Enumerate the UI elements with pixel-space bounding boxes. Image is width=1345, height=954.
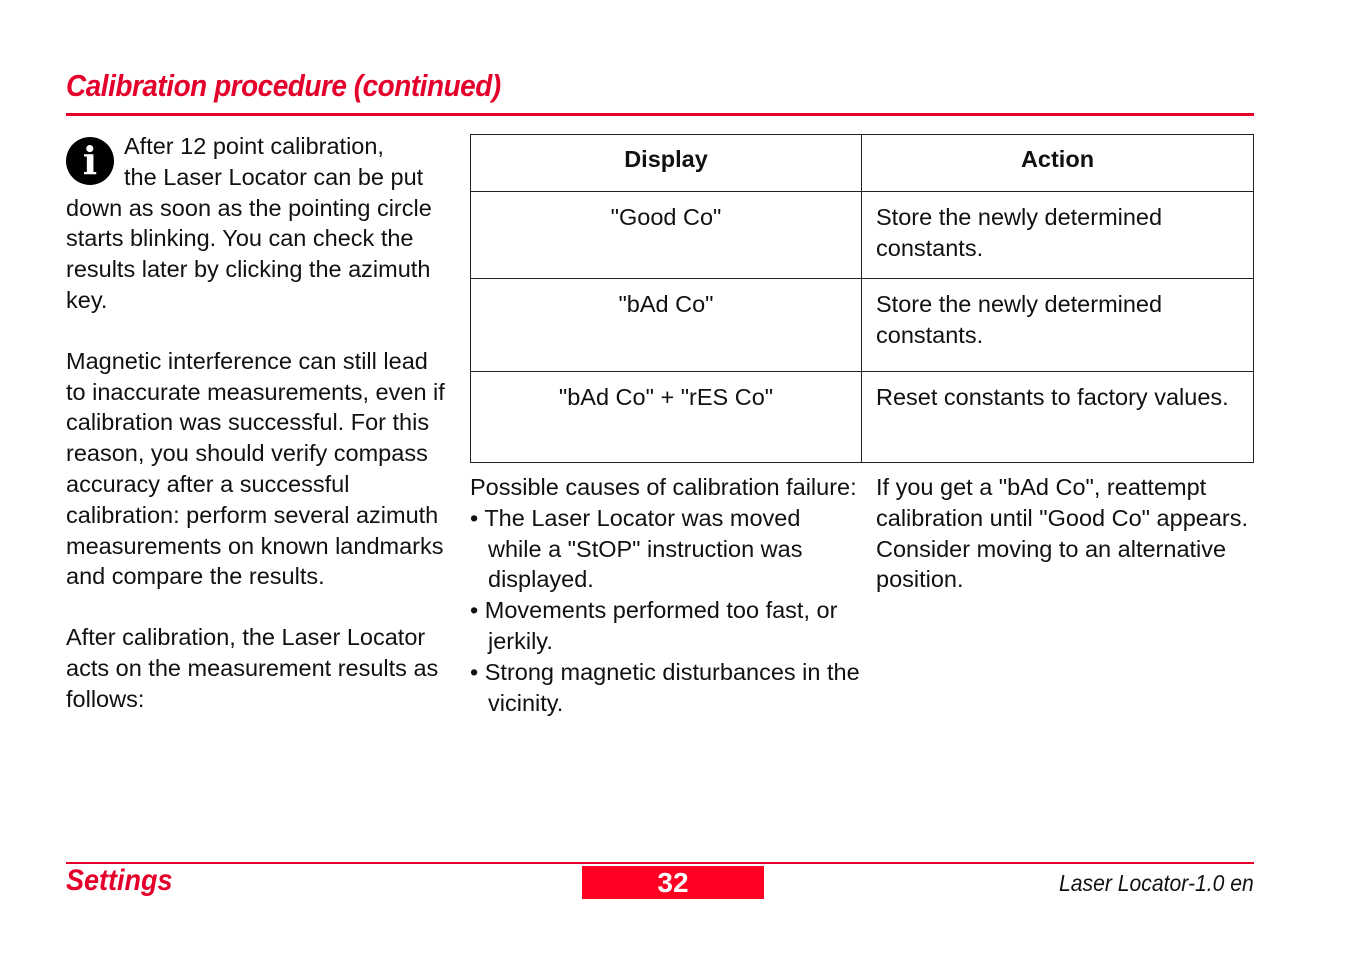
left-column bbox=[66, 131, 451, 745]
page-title: Calibration procedure (continued) bbox=[66, 68, 501, 103]
causes-intro: Possible causes of calibration failure: bbox=[470, 474, 857, 500]
list-item: • The Laser Locator was moved while a "StOP" instruction was displayed. bbox=[470, 504, 803, 593]
results-table bbox=[470, 134, 1254, 463]
action-cell: Store the newly determined constants. bbox=[862, 192, 1254, 279]
action-cell: Store the newly determined constants. bbox=[862, 279, 1254, 372]
note-text: put down as soon as the pointing circle starts blinking. You can check the results later by clicking the azimuth key. bbox=[66, 163, 432, 313]
footer-divider bbox=[66, 862, 1254, 864]
table-row bbox=[471, 279, 1254, 372]
after-calibration-paragraph: After calibration, the Laser Locator acts on the measurement results as follows: bbox=[66, 624, 439, 712]
product-name: Laser Locator-1.0 en bbox=[1059, 870, 1254, 896]
list-item: • Movements performed too fast, or jerkily. bbox=[470, 597, 838, 654]
retry-advice: If you get a "bAd Co", reattempt calibration until "Good Co" appears. Consider moving to an alternative position. bbox=[876, 474, 1249, 593]
causes-list bbox=[470, 503, 860, 719]
title-divider bbox=[66, 113, 1254, 116]
action-cell: Reset constants to factory values. bbox=[862, 372, 1254, 463]
note-line-2: the Laser Locator can be bbox=[124, 163, 384, 190]
table-row bbox=[471, 192, 1254, 279]
display-header: Display bbox=[471, 135, 862, 192]
table-row bbox=[471, 372, 1254, 463]
list-item: • Strong magnetic disturbances in the vicinity. bbox=[470, 658, 860, 716]
table-header-row bbox=[471, 135, 1254, 192]
section-name: Settings bbox=[66, 864, 173, 897]
note-line-1: After 12 point calibration, bbox=[124, 133, 384, 159]
calibration-note bbox=[66, 131, 451, 316]
failure-causes bbox=[470, 472, 860, 718]
action-header: Action bbox=[862, 135, 1254, 192]
display-cell: "Good Co" bbox=[471, 192, 862, 279]
display-cell: "bAd Co" bbox=[471, 279, 862, 372]
display-cell: "bAd Co" + "rES Co" bbox=[471, 372, 862, 463]
interference-paragraph: Magnetic interference can still lead to inaccurate measurements, even if calibration was successful. For this reason, you should verify compass accuracy after a successful calibration: perform several azimuth measurements on known landmarks and compare the results. bbox=[66, 347, 445, 590]
info-icon: i bbox=[66, 137, 114, 185]
page-number: 32 bbox=[582, 866, 764, 899]
